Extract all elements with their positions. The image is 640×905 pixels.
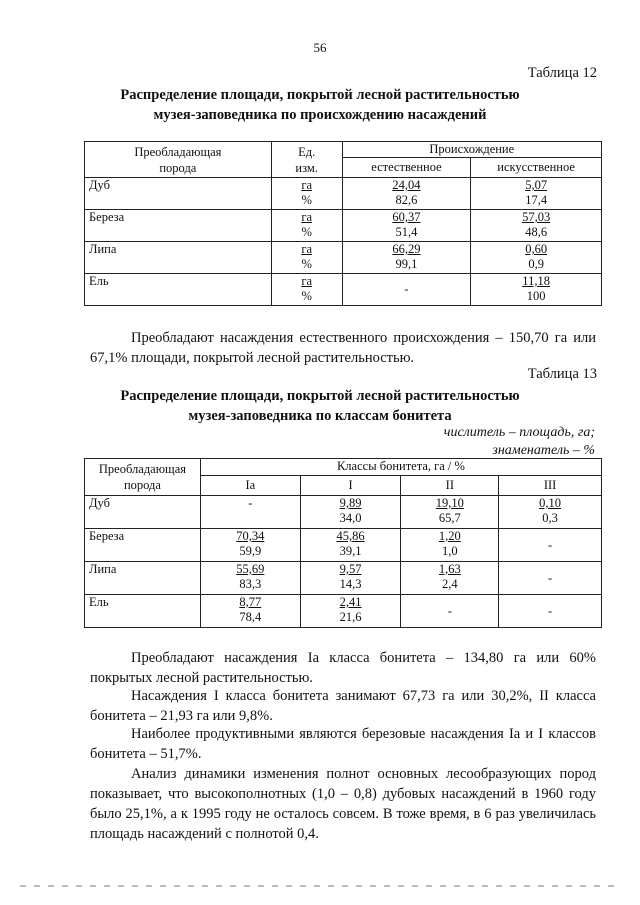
table-row xyxy=(85,242,602,274)
scan-edge-marks xyxy=(20,885,620,887)
table13-note-numerator: числитель – площадь, га; xyxy=(443,425,595,440)
natural-value: 24,04 82,6 xyxy=(392,178,421,207)
table12 xyxy=(84,141,602,306)
class-ii-header: II xyxy=(401,476,499,496)
class-iii-dash: - xyxy=(499,595,602,628)
class-ia-value: 55,69 83,3 xyxy=(236,562,265,591)
table12-label: Таблица 12 xyxy=(527,65,597,81)
species-cell: Дуб xyxy=(85,178,272,210)
class-iii-dash: - xyxy=(499,562,602,595)
unit-fraction: га % xyxy=(301,178,312,207)
class-i-header: I xyxy=(300,476,401,496)
paragraph-2: Преобладают насаждения Ia класса бонитета – 134,80 га или 60% покрытых лесной растительностью. xyxy=(90,650,596,686)
artificial-value: 5,07 17,4 xyxy=(525,178,548,207)
natural-value: 66,29 99,1 xyxy=(392,242,421,271)
paragraph-3: Насаждения I класса бонитета занимают 67,73 га или 30,2%, II класса бонитета – 21,93 га или 9,8%. xyxy=(90,688,596,724)
class-ia-header: Ia xyxy=(200,476,300,496)
class-iii-value: 0,10 0,3 xyxy=(539,496,562,525)
table12-header-natural: естественное xyxy=(342,158,471,178)
paragraph-5: Анализ динамики изменения полнот основных лесообразующих пород показывает, что высокополнотных (1,0 – 0,8) дубовых насаждений в 1960 году было 25,1%, а к 1995 году не осталось совсем. В тоже время, в 6 раз увеличилась площадь насаждений с полнотой 0,4. xyxy=(90,766,596,842)
class-ii-value: 1,63 2,4 xyxy=(438,562,461,591)
table13-title xyxy=(40,386,600,426)
artificial-value: 11,18 100 xyxy=(522,274,550,303)
class-i-value: 9,89 34,0 xyxy=(339,496,362,525)
table12-title-line1: Распределение площади, покрытой лесной растительностью xyxy=(120,87,520,103)
table12-header-row xyxy=(85,142,602,158)
class-ia-value: 8,77 78,4 xyxy=(239,595,262,624)
table13-header-row xyxy=(85,459,602,476)
table13 xyxy=(84,458,602,628)
table-row xyxy=(85,595,602,628)
paragraph-4: Наиболее продуктивными являются березовые насаждения Ia и I классов бонитета – 51,7%. xyxy=(90,726,596,762)
table12-header-origin: Происхождение xyxy=(342,142,601,158)
artificial-value: 57,03 48,6 xyxy=(522,210,551,239)
table12-header-species: Преобладающая порода xyxy=(85,142,272,178)
table12-header-artificial: искусственное xyxy=(471,158,602,178)
class-ia-value: 70,34 59,9 xyxy=(236,529,265,558)
table13-title-line2: музея-заповедника по классам бонитета xyxy=(188,408,452,424)
artificial-value: 0,60 0,9 xyxy=(525,242,548,271)
class-ii-value: 19,10 65,7 xyxy=(435,496,464,525)
class-iii-dash: - xyxy=(499,529,602,562)
unit-fraction: га % xyxy=(301,242,312,271)
natural-dash: - xyxy=(342,274,471,306)
unit-fraction: га % xyxy=(301,274,312,303)
class-ii-dash: - xyxy=(401,595,499,628)
table-row xyxy=(85,210,602,242)
class-i-value: 9,57 14,3 xyxy=(339,562,362,591)
species-cell: Дуб xyxy=(85,496,201,529)
species-cell: Ель xyxy=(85,274,272,306)
class-ia-dash: - xyxy=(200,496,300,529)
class-i-value: 2,41 21,6 xyxy=(339,595,362,624)
table-row xyxy=(85,496,602,529)
table-row xyxy=(85,562,602,595)
table12-title xyxy=(40,85,600,125)
species-cell: Береза xyxy=(85,210,272,242)
table12-title-line2: музея-заповедника по происхождению насаждений xyxy=(153,107,487,123)
natural-value: 60,37 51,4 xyxy=(392,210,421,239)
table13-note-denominator: знаменатель – % xyxy=(492,443,595,458)
species-cell: Ель xyxy=(85,595,201,628)
species-cell: Липа xyxy=(85,242,272,274)
table-row xyxy=(85,274,602,306)
table13-header-classes: Классы бонитета, га / % xyxy=(200,459,601,476)
paragraph-1: Преобладают насаждения естественного происхождения – 150,70 га или 67,1% площади, покрытой лесной растительностью. xyxy=(90,330,596,366)
table12-header-unit: Ед. изм. xyxy=(271,142,342,178)
table13-header-species: Преобладающая порода xyxy=(85,459,201,496)
class-iii-header: III xyxy=(499,476,602,496)
page-number: 56 xyxy=(313,40,327,55)
class-i-value: 45,86 39,1 xyxy=(336,529,365,558)
table13-title-line1: Распределение площади, покрытой лесной растительностью xyxy=(120,388,520,404)
table13-label: Таблица 13 xyxy=(527,366,597,382)
table-row xyxy=(85,178,602,210)
species-cell: Липа xyxy=(85,562,201,595)
class-ii-value: 1,20 1,0 xyxy=(438,529,461,558)
unit-fraction: га % xyxy=(301,210,312,239)
table-row xyxy=(85,529,602,562)
species-cell: Береза xyxy=(85,529,201,562)
